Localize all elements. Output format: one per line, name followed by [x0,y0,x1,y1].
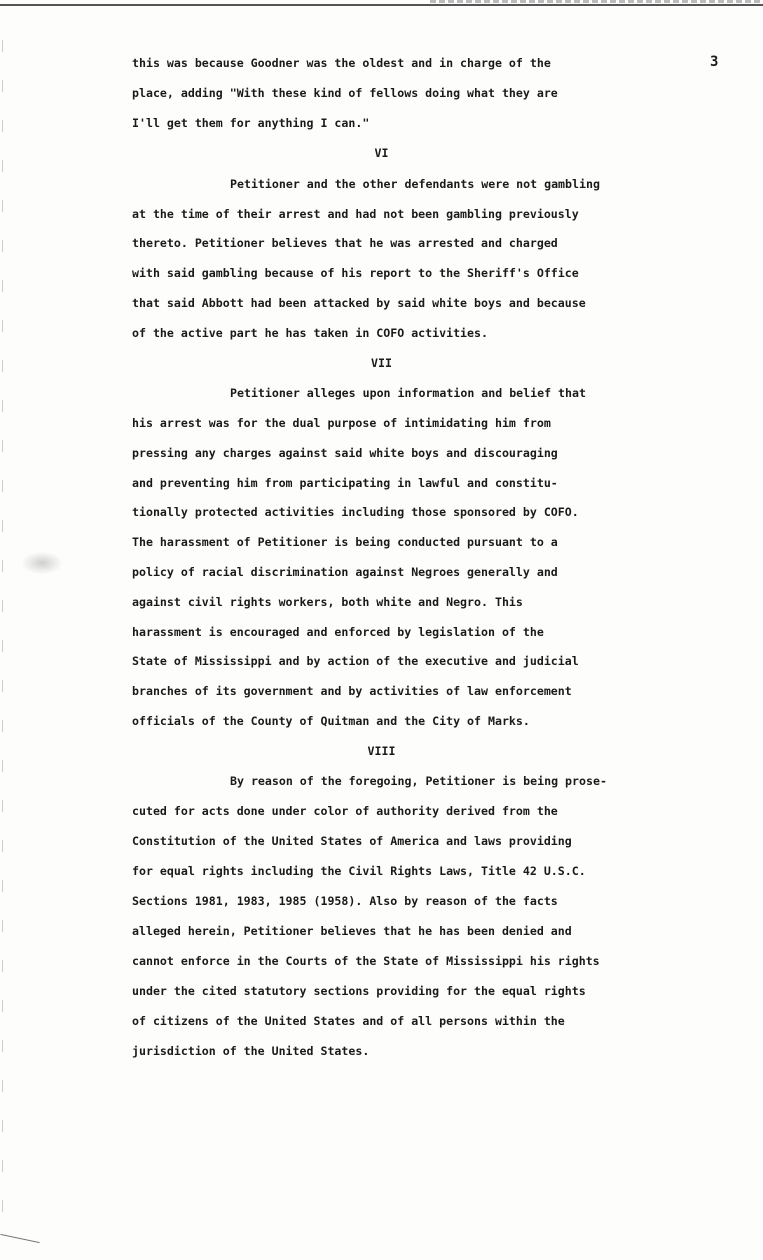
text-line: place, adding "With these kind of fellows doing what they are [132,86,558,100]
text-line: under the cited statutory sections providing for the equal rights [132,984,586,998]
top-rule-dashed [430,0,763,3]
text-line: at the time of their arrest and had not been gambling previously [132,207,579,221]
text-line: pressing any charges against said white boys and discouraging [132,446,558,460]
text-line: his arrest was for the dual purpose of intimidating him from [132,416,551,430]
section-heading: VII [371,356,392,370]
section-heading: VIII [367,744,396,758]
text-line: that said Abbott had been attacked by said white boys and because [132,296,586,310]
text-line: Constitution of the United States of America and laws providing [132,834,572,848]
text-line: cuted for acts done under color of authority derived from the [132,804,558,818]
text-line: officials of the County of Quitman and the City of Marks. [132,714,530,728]
text-line: thereto. Petitioner believes that he was arrested and charged [132,236,558,250]
text-line: I'll get them for anything I can." [132,116,370,130]
text-line: The harassment of Petitioner is being conducted pursuant to a [132,535,558,549]
text-line: and preventing him from participating in lawful and constitu- [132,476,558,490]
text-line: tionally protected activities including those sponsored by COFO. [132,505,579,519]
text-line: of citizens of the United States and of all persons within the [132,1014,565,1028]
text-line: Petitioner and the other defendants were not gambling [230,177,600,191]
text-line: Sections 1981, 1983, 1985 (1958). Also by reason of the facts [132,894,558,908]
top-rule [0,4,763,6]
text-line: Petitioner alleges upon information and belief that [230,386,586,400]
text-line: policy of racial discrimination against Negroes generally and [132,565,558,579]
text-line: By reason of the foregoing, Petitioner is being prose- [230,774,607,788]
text-line: State of Mississippi and by action of the executive and judicial [132,654,579,668]
text-line: against civil rights workers, both white and Negro. This [132,595,523,609]
left-page-edge [2,40,3,1240]
text-line: with said gambling because of his report to the Sheriff's Office [132,266,579,280]
text-line: alleged herein, Petitioner believes that he has been denied and [132,924,572,938]
text-line: jurisdiction of the United States. [132,1044,370,1058]
text-line: harassment is encouraged and enforced by legislation of the [132,625,544,639]
text-line: branches of its government and by activities of law enforcement [132,684,572,698]
corner-mark [0,1234,39,1243]
ink-smudge [22,552,62,574]
text-line: this was because Goodner was the oldest and in charge of the [132,56,551,70]
text-line: for equal rights including the Civil Rights Laws, Title 42 U.S.C. [132,864,586,878]
text-line: cannot enforce in the Courts of the State of Mississippi his rights [132,954,600,968]
page-number: 3 [710,54,719,70]
section-heading: VI [374,146,389,160]
text-line: of the active part he has taken in COFO activities. [132,326,488,340]
